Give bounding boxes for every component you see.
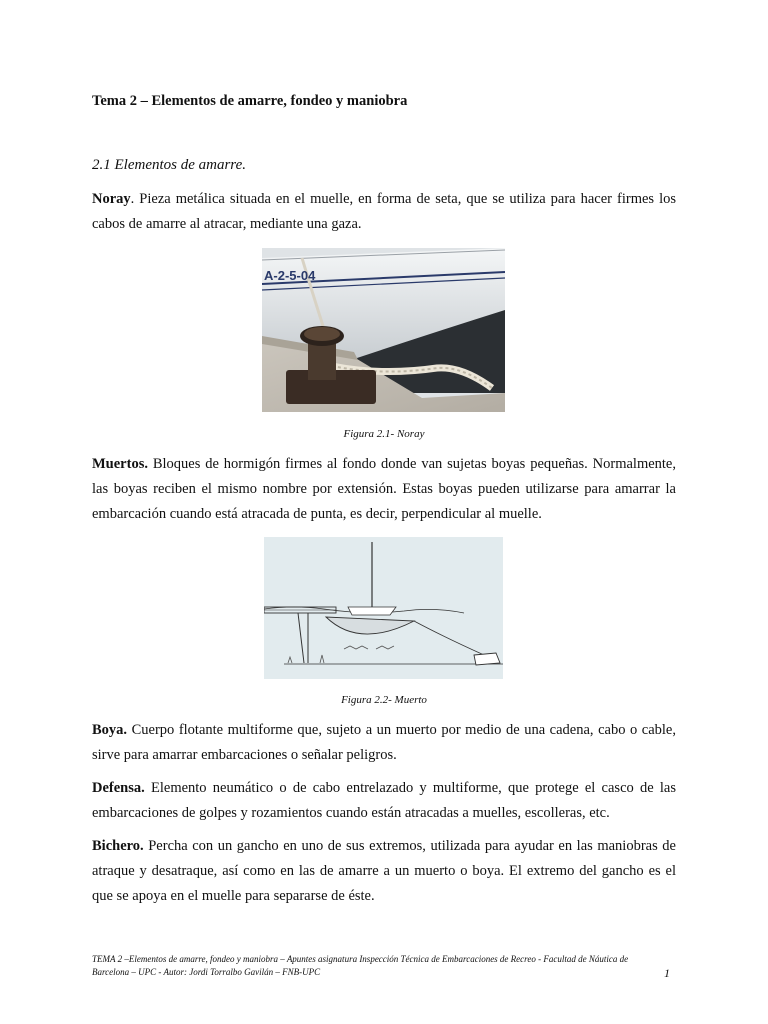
page-title: Tema 2 – Elementos de amarre, fondeo y maniobra <box>92 93 408 109</box>
figure-noray-photo <box>262 248 505 412</box>
page-footer: TEMA 2 –Elementos de amarre, fondeo y maniobra – Apuntes asignatura Inspección Técnica de Embarcaciones de Recreo - Facultad de Náutica de Barcelona – UPC - Autor: Jordi Torralbo Gavilán – FNB-UPC <box>92 954 629 977</box>
definition-muertos: Bloques de hormigón firmes al fondo donde van sujetas boyas pequeñas. Normalmente, las boyas reciben el mismo nombre por extensión. Estas boyas pueden utilizarse para amarrar la embarcación cuando está atracada de punta, es decir, perpendicular al muelle. <box>92 456 676 522</box>
definition-boya: Cuerpo flotante multiforme que, sujeto a un muerto por medio de una cadena, cabo o cable, sirve para amarrar embarcaciones o señalar peligros. <box>92 722 676 763</box>
term-noray: Noray <box>92 191 131 207</box>
definition-noray: . Pieza metálica situada en el muelle, en forma de seta, que se utiliza para hacer firmes los cabos de amarre al atracar, mediante una gaza. <box>92 191 676 232</box>
definition-defensa: Elemento neumático o de cabo entrelazado y multiforme, que protege el casco de las embarcaciones de golpes y rozamientos cuando están atracadas a muelles, escolleras, etc. <box>92 780 676 821</box>
section-heading: 2.1 Elementos de amarre. <box>92 157 246 173</box>
paragraph-boya <box>92 718 676 768</box>
definition-bichero: Percha con un gancho en uno de sus extremos, utilizada para ayudar en las maniobras de atraque y desatraque, así como en las de amarre a un muerto o boya. El extremo del gancho es el que se apoya en el muelle para separarse de éste. <box>92 838 676 904</box>
figure-caption-muerto: Figura 2.2- Muerto <box>341 694 427 706</box>
paragraph-defensa <box>92 776 676 826</box>
figure-caption-noray: Figura 2.1- Noray <box>343 428 425 440</box>
term-boya: Boya. <box>92 722 128 738</box>
term-defensa: Defensa. <box>92 780 145 796</box>
term-bichero: Bichero. <box>92 838 144 854</box>
figure-muerto-diagram <box>264 537 503 679</box>
term-muertos: Muertos. <box>92 456 148 472</box>
paragraph-noray <box>92 187 676 237</box>
paragraph-bichero <box>92 834 676 909</box>
paragraph-muertos <box>92 452 676 527</box>
page-number: 1 <box>664 966 670 980</box>
hull-registration-text: A-2-5-04 <box>264 268 316 283</box>
